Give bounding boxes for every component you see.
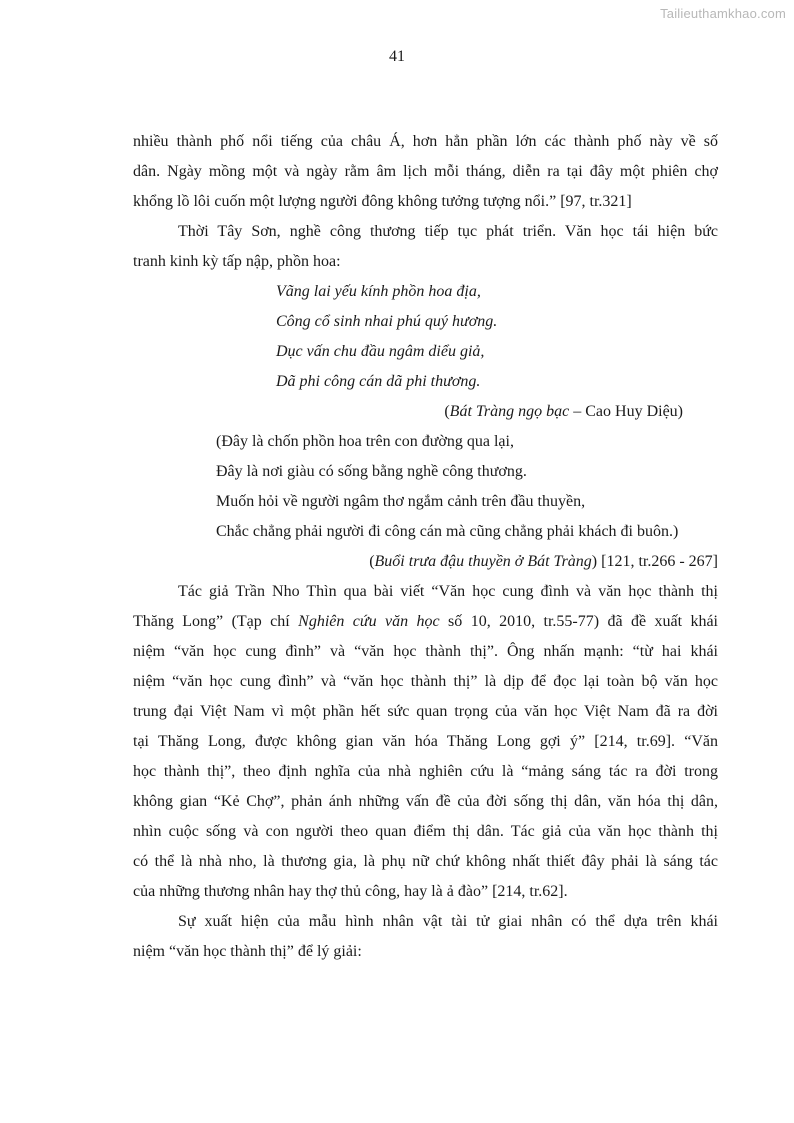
paragraph-4 (133, 907, 718, 967)
document-body (133, 127, 718, 967)
text-line: không gian “Kẻ Chợ”, phản ánh những vấn đề của đời sống thị dân, văn hóa thị dân, (133, 793, 718, 810)
poem-line: Dục vấn chu đầu ngâm diểu giả, (276, 343, 485, 360)
poem-source (133, 397, 718, 427)
translation-line: (Đây là chốn phồn hoa trên con đường qua lại, (216, 433, 514, 450)
poem-line: Vãng lai yếu kính phồn hoa địa, (276, 283, 481, 300)
poem-line: Dã phi công cán dã phi thương. (276, 373, 481, 390)
journal-title: Nghiên cứu văn học (298, 613, 440, 630)
poem-source-title: Bát Tràng ngọ bạc (449, 403, 570, 420)
poem-line: Công cổ sinh nhai phú quý hương. (276, 313, 498, 330)
text-line: dân. Ngày mồng một và ngày rằm âm lịch mỗi tháng, diễn ra tại đây một phiên chợ (133, 163, 718, 180)
text-line: của những thương nhân hay thợ thủ công, hay là ả đào” [214, tr.62]. (133, 883, 568, 900)
text-line: học thành thị”, theo định nghĩa của nhà nghiên cứu là “mảng sáng tác ra đời trong (133, 763, 718, 780)
translation (133, 427, 718, 577)
translation-source-rest: ) [121, tr.266 - 267] (591, 553, 718, 570)
text-line: trung đại Việt Nam vì một phần hết sức quan trọng của văn học Việt Nam đã ra đời (133, 703, 718, 720)
text-line: niệm “văn học cung đình” và “văn học thành thị” là dịp để đọc lại toàn bộ văn học (133, 673, 718, 690)
poem-source-rest: – Cao Huy Diệu) (569, 403, 683, 420)
paragraph-3 (133, 577, 718, 907)
paragraph-1 (133, 127, 718, 217)
translation-source-open: ( (369, 553, 375, 570)
translation-line: Muốn hỏi về người ngâm thơ ngắm cảnh trên đầu thuyền, (216, 493, 586, 510)
text-line: khổng lồ lôi cuốn một lượng người đông không tưởng tượng nổi.” [97, tr.321] (133, 193, 632, 210)
text-line: nhiều thành phố nổi tiếng của châu Á, hơn hẳn phần lớn các thành phố này về số (133, 133, 718, 150)
text-line: có thể là nhà nho, là thương gia, là phụ nữ chứ không nhất thiết đây phải là sáng tác (133, 853, 718, 870)
text-line: Sự xuất hiện của mẫu hình nhân vật tài tử giai nhân có thể dựa trên khái (178, 913, 718, 930)
text-line: Thời Tây Sơn, nghề công thương tiếp tục phát triển. Văn học tái hiện bức (178, 223, 718, 240)
text-line: nhìn cuộc sống và con người theo quan điểm thị dân. Tác giả của văn học thành thị (133, 823, 718, 840)
paragraph-2 (133, 217, 718, 277)
text-fragment: số 10, 2010, tr.55-77) đã đề xuất khái (439, 613, 719, 630)
text-fragment: Thăng Long” (Tạp chí (133, 613, 299, 630)
text-line: niệm “văn học cung đình” và “văn học thành thị”. Ông nhấn mạnh: “từ hai khái (133, 643, 718, 660)
poem-source-open: ( (444, 403, 450, 420)
text-line: niệm “văn học thành thị” để lý giải: (133, 943, 362, 960)
text-line: tranh kinh kỳ tấp nập, phồn hoa: (133, 253, 341, 270)
poem (133, 277, 718, 427)
translation-source-title: Buổi trưa đậu thuyền ở Bát Tràng (374, 553, 592, 570)
page-number: 41 (389, 48, 405, 65)
watermark: Tailieuthamkhao.com (660, 6, 786, 21)
text-line: tại Thăng Long, được không gian văn hóa Thăng Long gợi ý” [214, tr.69]. “Văn (133, 733, 718, 750)
translation-source (133, 547, 718, 577)
text-line: Tác giả Trần Nho Thìn qua bài viết “Văn học cung đình và văn học thành thị (178, 583, 718, 600)
translation-line: Đây là nơi giàu có sống bằng nghề công thương. (216, 463, 527, 480)
text-line (133, 607, 718, 637)
translation-line: Chắc chẳng phải người đi công cán mà cũng chẳng phải khách đi buôn.) (216, 523, 679, 540)
